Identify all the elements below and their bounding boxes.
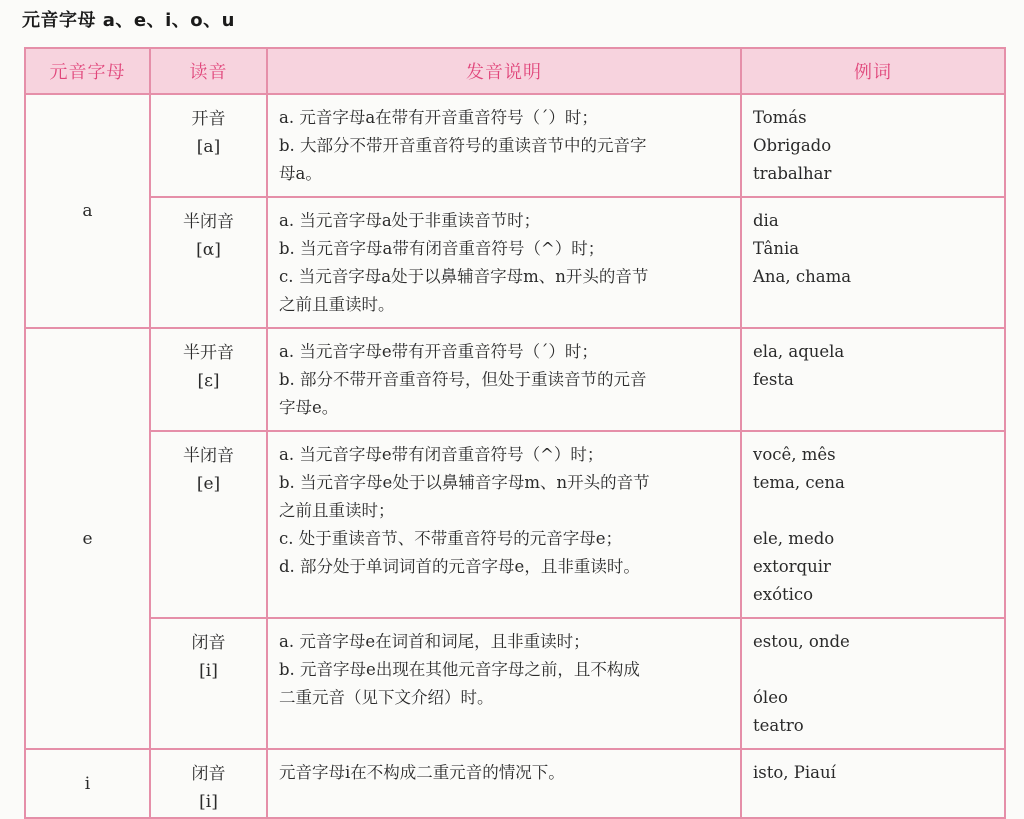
example-word: Tânia	[753, 239, 800, 258]
sound-name: 闭音	[191, 633, 226, 653]
example-word: isto, Piauí	[753, 763, 836, 782]
description-line: a. 元音字母a在带有开音重音符号（ˊ）时；	[279, 108, 598, 127]
description-line: 母a。	[279, 164, 322, 183]
example-word: trabalhar	[753, 164, 832, 183]
sound-ipa: [e]	[196, 474, 221, 494]
description-line: b. 大部分不带开音重音符号的重读音节中的元音字	[279, 136, 647, 155]
sound-cell	[150, 749, 267, 818]
table-row	[25, 328, 1005, 431]
vowel-letter-e: e	[25, 328, 150, 749]
example-word: teatro	[753, 716, 804, 735]
description-cell	[267, 197, 741, 328]
sound-ipa: [i]	[199, 661, 218, 681]
example-word: Obrigado	[753, 136, 832, 155]
examples-cell	[741, 749, 1005, 818]
example-word: Tomás	[753, 108, 807, 127]
examples-cell	[741, 431, 1005, 618]
example-word: Ana, chama	[753, 267, 852, 286]
sound-ipa: [i]	[199, 792, 218, 812]
example-word: extorquir	[753, 557, 831, 576]
vowel-letter-a: a	[25, 94, 150, 328]
description-line: 元音字母i在不构成二重元音的情况下。	[279, 763, 565, 782]
description-cell	[267, 749, 741, 818]
table-row	[25, 431, 1005, 618]
example-word: você, mês	[753, 445, 836, 464]
example-word: exótico	[753, 585, 814, 604]
examples-cell	[741, 618, 1005, 749]
example-word: tema, cena	[753, 473, 845, 492]
examples-cell	[741, 94, 1005, 197]
sound-name: 闭音	[191, 764, 226, 784]
header-row	[25, 48, 1005, 94]
sound-cell	[150, 328, 267, 431]
header-sound: 读音	[150, 48, 267, 94]
sound-ipa: [a]	[196, 137, 221, 157]
description-cell	[267, 94, 741, 197]
description-cell	[267, 431, 741, 618]
sound-ipa: [α]	[196, 240, 221, 260]
vowel-letter-i: i	[25, 749, 150, 818]
description-line: c. 当元音字母a处于以鼻辅音字母m、n开头的音节	[279, 267, 649, 286]
header-letter: 元音字母	[25, 48, 150, 94]
sound-name: 半闭音	[183, 446, 234, 466]
description-line: b. 当元音字母e处于以鼻辅音字母m、n开头的音节	[279, 473, 650, 492]
examples-cell	[741, 197, 1005, 328]
sound-cell	[150, 618, 267, 749]
example-word: dia	[753, 211, 779, 230]
table-row	[25, 197, 1005, 328]
table-row	[25, 749, 1005, 818]
description-line: a. 元音字母e在词首和词尾，且非重读时；	[279, 632, 590, 651]
description-line: b. 当元音字母a带有闭音重音符号（^）时；	[279, 239, 605, 258]
examples-cell	[741, 328, 1005, 431]
sound-name: 半闭音	[183, 212, 234, 232]
description-line: a. 当元音字母e带有闭音重音符号（^）时；	[279, 445, 604, 464]
sound-cell	[150, 431, 267, 618]
sound-cell	[150, 94, 267, 197]
example-word: óleo	[753, 688, 788, 707]
description-line: 字母e。	[279, 398, 339, 417]
example-spacer	[753, 656, 996, 684]
description-line: a. 当元音字母a处于非重读音节时；	[279, 211, 541, 230]
description-line: 之前且重读时；	[279, 501, 395, 520]
table-row	[25, 94, 1005, 197]
description-line: 二重元音（见下文介绍）时。	[279, 688, 494, 707]
page-title: 元音字母 a、e、i、o、u	[22, 10, 235, 31]
sound-name: 开音	[191, 109, 226, 129]
header-description: 发音说明	[267, 48, 741, 94]
vowel-table	[24, 47, 1006, 819]
example-word: festa	[753, 370, 794, 389]
description-line: c. 处于重读音节、不带重音符号的元音字母e；	[279, 529, 622, 548]
example-spacer	[753, 497, 996, 525]
description-line: b. 部分不带开音重音符号，但处于重读音节的元音	[279, 370, 647, 389]
example-word: estou, onde	[753, 632, 850, 651]
description-cell	[267, 618, 741, 749]
sound-ipa: [ε]	[197, 371, 220, 391]
example-word: ela, aquela	[753, 342, 845, 361]
description-cell	[267, 328, 741, 431]
example-word: ele, medo	[753, 529, 835, 548]
sound-cell	[150, 197, 267, 328]
sound-name: 半开音	[183, 343, 234, 363]
description-line: 之前且重读时。	[279, 295, 395, 314]
description-line: b. 元音字母e出现在其他元音字母之前，且不构成	[279, 660, 640, 679]
table-row	[25, 618, 1005, 749]
header-examples: 例词	[741, 48, 1005, 94]
description-line: d. 部分处于单词词首的元音字母e，且非重读时。	[279, 557, 640, 576]
description-line: a. 当元音字母e带有开音重音符号（ˊ）时；	[279, 342, 598, 361]
